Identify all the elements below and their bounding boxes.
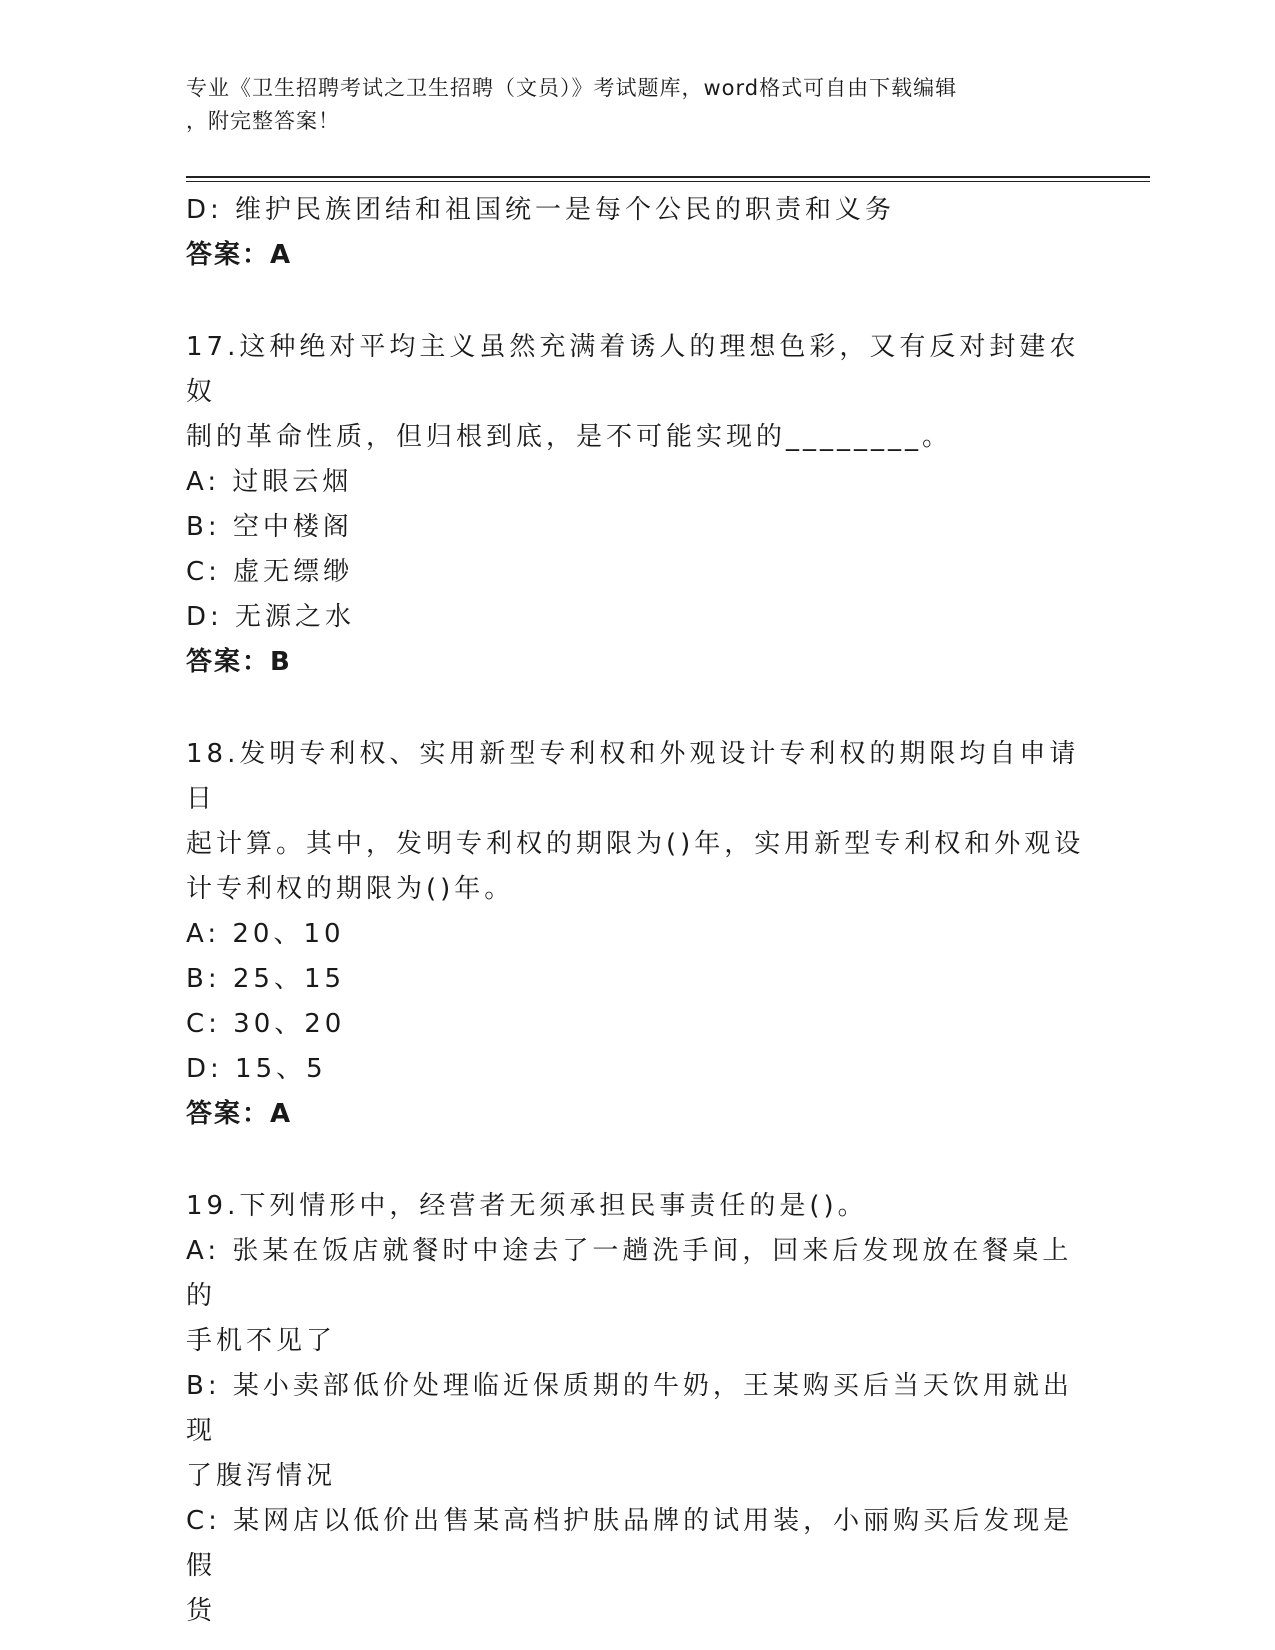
page-header bbox=[186, 72, 1066, 138]
question-stem-line: 制的革命性质，但归根到底，是不可能实现的________。 bbox=[186, 422, 953, 452]
option-b-continuation: 了腹泻情况 bbox=[186, 1461, 337, 1491]
previous-question-tail bbox=[186, 188, 1086, 278]
question-18 bbox=[186, 732, 1086, 1137]
option-c: C: 虚无缥缈 bbox=[186, 557, 354, 587]
option-c: C: 某网店以低价出售某高档护肤品牌的试用装，小丽购买后发现是假 bbox=[186, 1506, 1074, 1581]
option-a: A: 20、10 bbox=[186, 919, 345, 949]
answer-label: 答案：A bbox=[186, 1099, 293, 1129]
option-c-continuation: 货 bbox=[186, 1596, 217, 1626]
option-d: D: 维护民族团结和祖国统一是每个公民的职责和义务 bbox=[186, 195, 896, 225]
option-a-continuation: 手机不见了 bbox=[186, 1326, 337, 1356]
option-d: D: 15、5 bbox=[186, 1054, 327, 1084]
answer-label: 答案：B bbox=[186, 647, 292, 677]
question-content bbox=[186, 188, 1086, 1634]
question-stem-line: 起计算。其中，发明专利权的期限为()年，实用新型专利权和外观设 bbox=[186, 829, 1085, 859]
question-stem-line: 计专利权的期限为()年。 bbox=[186, 874, 515, 904]
question-stem-line: 19.下列情形中，经营者无须承担民事责任的是()。 bbox=[186, 1191, 868, 1221]
option-b: B: 某小卖部低价处理临近保质期的牛奶，王某购买后当天饮用就出现 bbox=[186, 1371, 1073, 1446]
option-b: B: 空中楼阁 bbox=[186, 512, 353, 542]
header-divider-thin bbox=[186, 181, 1150, 182]
question-stem-line: 17.这种绝对平均主义虽然充满着诱人的理想色彩，又有反对封建农奴 bbox=[186, 332, 1080, 407]
question-19 bbox=[186, 1184, 1086, 1634]
answer-label: 答案：A bbox=[186, 240, 293, 270]
option-c: C: 30、20 bbox=[186, 1009, 346, 1039]
option-b: B: 25、15 bbox=[186, 964, 346, 994]
header-divider-thick bbox=[186, 176, 1150, 178]
question-17 bbox=[186, 325, 1086, 685]
question-stem-line: 18.发明专利权、实用新型专利权和外观设计专利权的期限均自申请日 bbox=[186, 739, 1080, 814]
option-a: A: 张某在饭店就餐时中途去了一趟洗手间，回来后发现放在餐桌上的 bbox=[186, 1236, 1073, 1311]
header-title-line-2: ，附完整答案！ bbox=[186, 109, 340, 133]
option-d: D: 无源之水 bbox=[186, 602, 356, 632]
option-a: A: 过眼云烟 bbox=[186, 467, 353, 497]
header-title-line-1: 专业《卫生招聘考试之卫生招聘（文员）》考试题库，word格式可自由下载编辑 bbox=[186, 76, 958, 100]
